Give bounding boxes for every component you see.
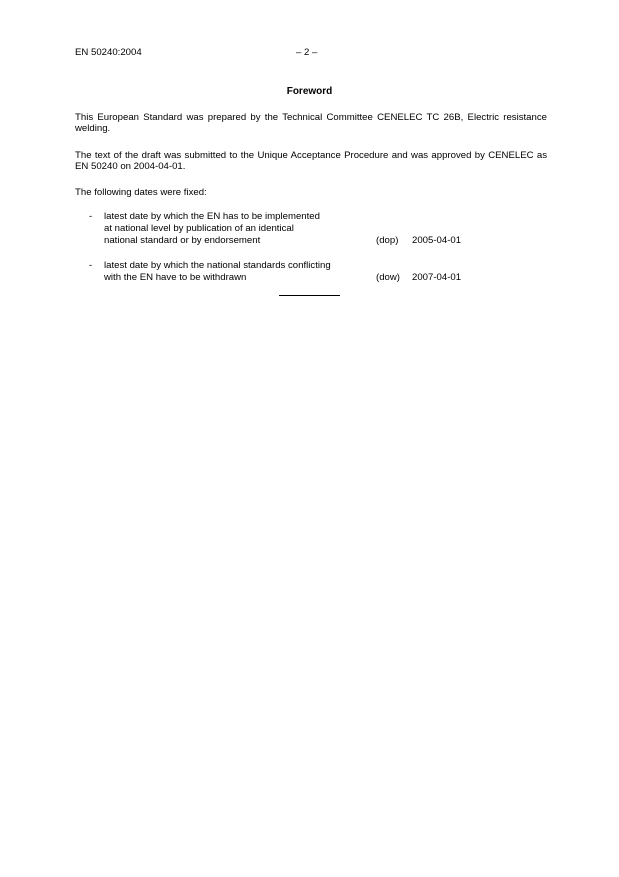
date-code-dow: (dow) [376, 272, 400, 283]
date-value-dow: 2007-04-01 [412, 272, 462, 283]
document-id: EN 50240:2004 [75, 47, 142, 58]
list-item-line: latest date by which the EN has to be implemented [104, 211, 320, 222]
list-bullet: - [89, 211, 93, 222]
page-number: – 2 – [296, 47, 318, 58]
date-code-dop: (dop) [376, 235, 399, 246]
paragraph-preparation: This European Standard was prepared by the Technical Committee CENELEC TC 26B, Electric resistance welding. [75, 112, 547, 134]
date-value-dop: 2005-04-01 [412, 235, 462, 246]
list-item-line: at national level by publication of an identical [104, 223, 294, 234]
list-item-line: national standard or by endorsement [104, 235, 261, 246]
paragraph-dates-intro: The following dates were fixed: [75, 187, 207, 198]
paragraph-approval: The text of the draft was submitted to the Unique Acceptance Procedure and was approved by CENELEC as EN 50240 on 2004-04-01. [75, 150, 547, 172]
list-bullet: - [89, 260, 93, 271]
list-item-line: with the EN have to be withdrawn [104, 272, 247, 283]
section-end-rule [279, 295, 340, 296]
section-title: Foreword [286, 86, 333, 97]
list-item-line: latest date by which the national standards conflicting [104, 260, 331, 271]
